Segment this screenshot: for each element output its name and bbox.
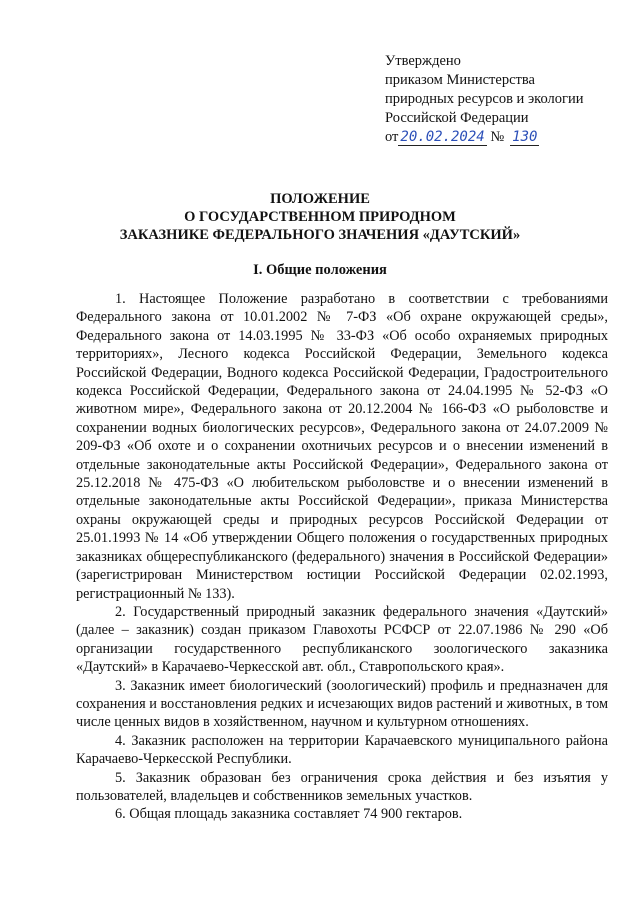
approval-line-4: Российской Федерации [385, 110, 529, 126]
title-line-1: ПОЛОЖЕНИЕ [270, 191, 370, 207]
approval-block [385, 52, 625, 147]
paragraph-2: 2. Государственный природный заказник федерального значения «Даутский» (далее – заказник) создан приказом Главохоты РСФСР от 22.07.1986 № 290 «Об организации государственного республиканского зоологического заказника «Даутский» в Карачаево-Черкесской авт. обл., Ставропольского края». [76, 603, 608, 676]
paragraph-5: 5. Заказник образован без ограничения срока действия и без изъятия у пользователей, владельцев и собственников земельных участков. [76, 769, 608, 804]
paragraph-1: 1. Настоящее Положение разработано в соответствии с требованиями Федерального закона от 10.01.2002 № 7-ФЗ «Об охране окружающей среды», Федерального закона от 14.03.1995 № 33-ФЗ «Об особо охраняемых природных территориях», Лесного кодекса Российской Федерации, Земельного кодекса Российской Федерации, Водного кодекса Российской Федерации, Градостроительного кодекса Российской Федерации, Федерального закона от 24.04.1995 № 52-ФЗ «О животном мире», Федерального закона от 20.12.2004 № 166-ФЗ «О рыболовстве и сохранении водных биологических ресурсов», Федерального закона от 24.07.2009 № 209-ФЗ «Об охоте и о сохранении охотничьих ресурсов и о внесении изменений в отдельные законодательные акты Российской Федерации», Федерального закона от 25.12.2018 № 475-ФЗ «О любительском рыболовстве и о внесении изменений в отдельные законодательные акты Российской Федерации», приказа Министерства охраны окружающей среды и природных ресурсов Российской Федерации от 25.01.1993 № 14 «Об утверждении Общего положения о государственных природных заказниках общереспубликанского (федерального) значения в Российской Федерации» (зарегистрирован Министерством юстиции Российской Федерации 02.02.1993, регистрационный № 133). [76, 291, 608, 602]
paragraph-6: 6. Общая площадь заказника составляет 74 900 гектаров. [115, 806, 463, 823]
approval-line-3: природных ресурсов и экологии [385, 91, 584, 107]
title-line-3: ЗАКАЗНИКЕ ФЕДЕРАЛЬНОГО ЗНАЧЕНИЯ «ДАУТСКИЙ» [119, 227, 521, 243]
number-prefix: № [490, 129, 505, 145]
date-prefix: от [385, 129, 399, 145]
document-title [0, 190, 640, 244]
title-line-2: О ГОСУДАРСТВЕННОМ ПРИРОДНОМ [184, 209, 456, 225]
handwritten-date: 20.02.2024 [400, 129, 485, 145]
document-body [76, 290, 608, 824]
approval-line-1: Утверждено [385, 53, 461, 69]
paragraph-4: 4. Заказник расположен на территории Карачаевского муниципального района Карачаево-Черкесской Республики. [76, 732, 608, 768]
paragraph-3: 3. Заказник имеет биологический (зоологический) профиль и предназначен для сохранения и восстановления редких и исчезающих видов растений и животных, в том числе ценных видов в хозяйственном, научном и культурном отношениях. [76, 677, 608, 731]
approval-date-line [385, 128, 625, 147]
section-heading: I. Общие положения [253, 262, 387, 278]
handwritten-number: 130 [512, 129, 538, 145]
approval-line-2: приказом Министерства [385, 72, 535, 88]
